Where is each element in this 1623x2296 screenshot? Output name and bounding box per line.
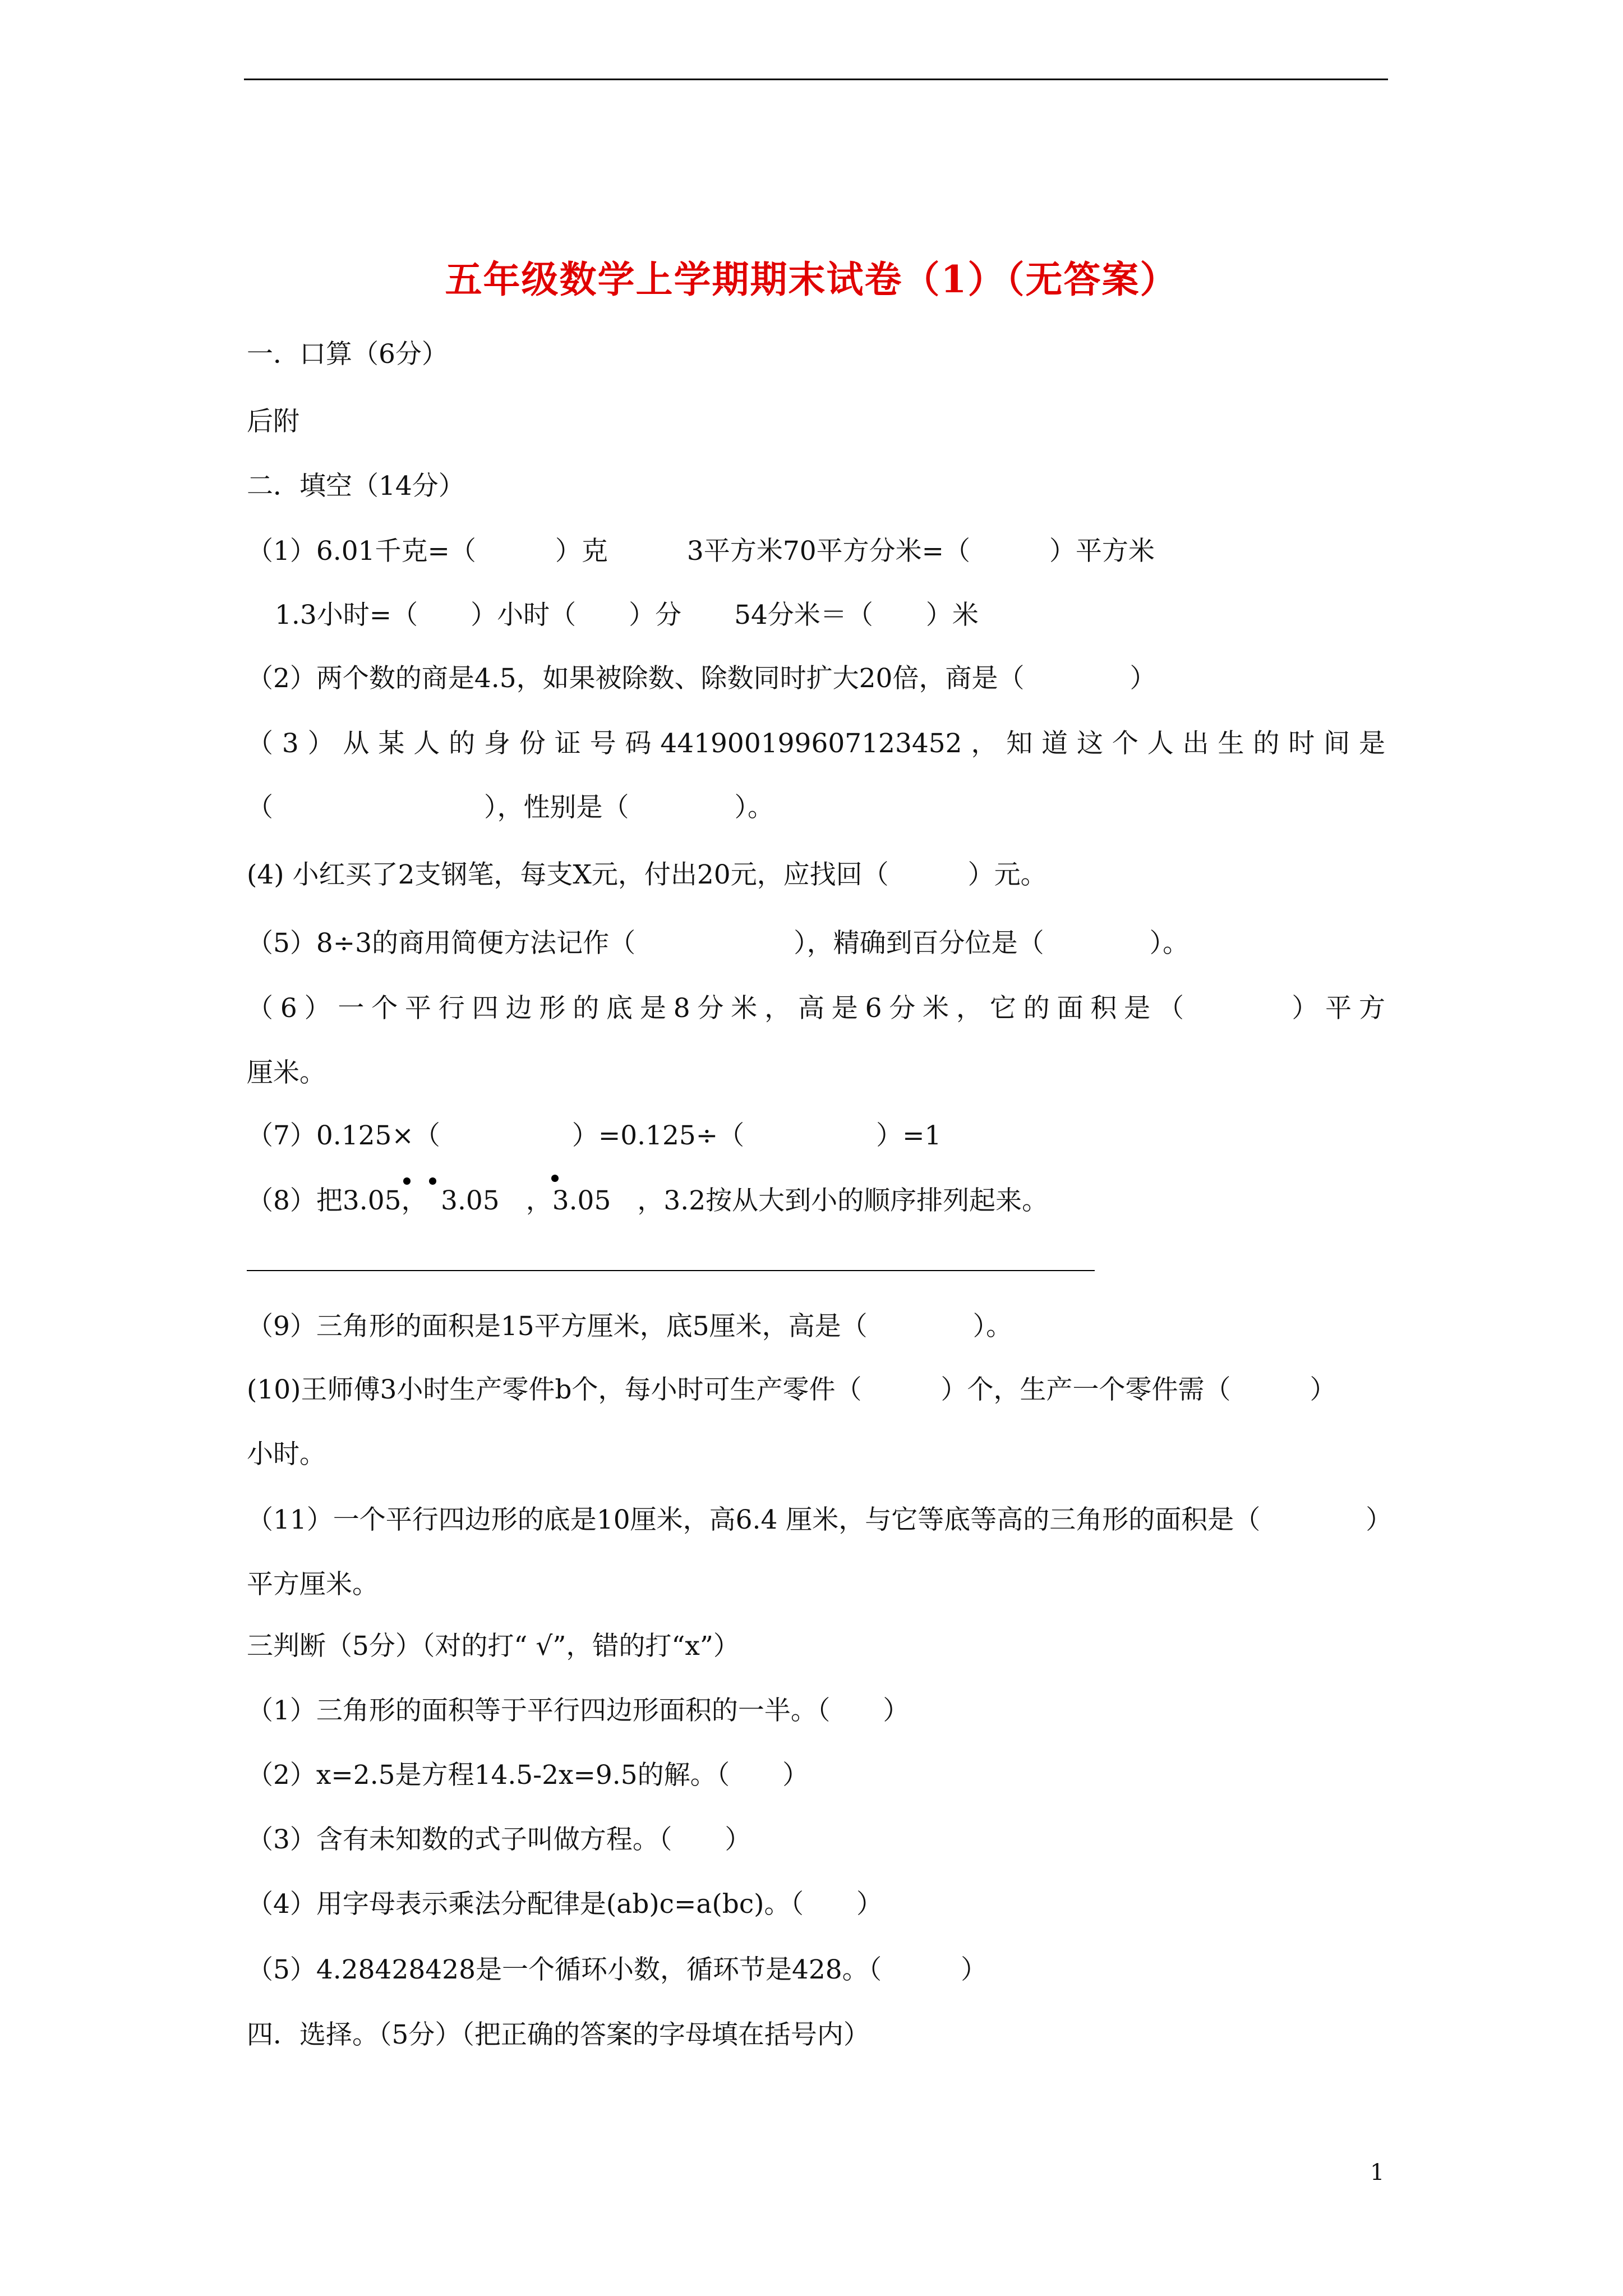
question-3-3: （3）含有未知数的式子叫做方程。（ ） (247, 1824, 751, 1855)
repeat-dot-2 (429, 1177, 436, 1185)
section-4-heading: 四．选择。（5分）（把正确的答案的字母填在括号内） (247, 2019, 870, 2050)
question-2-5: （5）8÷3的商用简便方法记作（ ），精确到百分位是（ ）。 (247, 928, 1189, 959)
repeat-dot-3 (551, 1175, 559, 1182)
question-3-2: （2）x=2.5是方程14.5-2x=9.5的解。（ ） (247, 1760, 809, 1791)
question-2-4: (4) 小红买了2支钢笔，每支X元，付出20元，应找回（ ）元。 (247, 859, 1047, 890)
section-2-heading: 二．填空（14分） (247, 471, 465, 501)
question-2-10b: 小时。 (247, 1439, 326, 1470)
question-2-11a: （11）一个平行四边形的底是10厘米，高6.4 厘米，与它等底等高的三角形的面积是（ ） (247, 1504, 1393, 1535)
question-2-1a: （1）6.01千克=（ ）克 3平方米70平方分米=（ ）平方米 (247, 536, 1155, 567)
question-2-6a: （6）一个平行四边形的底是8分米，高是6分米，它的面积是（ ）平方 (247, 993, 1385, 1024)
question-3-4: （4）用字母表示乘法分配律是(ab)c=a(bc)。（ ） (247, 1889, 883, 1920)
page-title: 五年级数学上学期期末试卷（1）（无答案） (445, 257, 1178, 301)
question-3-5: （5）4.28428428是一个循环小数，循环节是428。（ ） (247, 1954, 988, 1985)
question-3-1: （1）三角形的面积等于平行四边形面积的一半。（ ） (247, 1695, 910, 1726)
question-2-7: （7）0.125×（ ）=0.125÷（ ）=1 (247, 1120, 942, 1151)
question-2-10a: (10)王师傅3小时生产零件b个，每小时可生产零件（ ）个，生产一个零件需（ ） (247, 1374, 1336, 1405)
question-2-8: （8）把3.05， 3.05 ，3.05 ，3.2按从大到小的顺序排列起来。 (247, 1185, 1049, 1216)
question-2-2: （2）两个数的商是4.5，如果被除数、除数同时扩大20倍，商是（ ） (247, 663, 1156, 694)
answer-line (247, 1270, 1095, 1271)
repeat-dot-1 (403, 1177, 411, 1185)
question-2-3b: （ ），性别是（ ）。 (247, 792, 774, 823)
question-2-6b: 厘米。 (247, 1057, 326, 1088)
question-2-9: （9）三角形的面积是15平方厘米，底5厘米，高是（ ）。 (247, 1311, 1013, 1342)
page-number: 1 (1370, 2160, 1385, 2185)
section-3-heading: 三判断（5分）（对的打“ √”，错的打“x”） (247, 1631, 740, 1662)
section-1-heading: 一．口算（6分） (247, 339, 448, 370)
question-2-11b: 平方厘米。 (247, 1569, 379, 1600)
question-2-3a: （3）从某人的身份证号码441900199607123452，知道这个人出生的时间是 (247, 728, 1385, 759)
header-rule (244, 79, 1388, 80)
question-2-1b: 1.3小时=（ ）小时（ ）分 54分米＝（ ）米 (275, 600, 979, 631)
section-1-note: 后附 (247, 406, 299, 437)
